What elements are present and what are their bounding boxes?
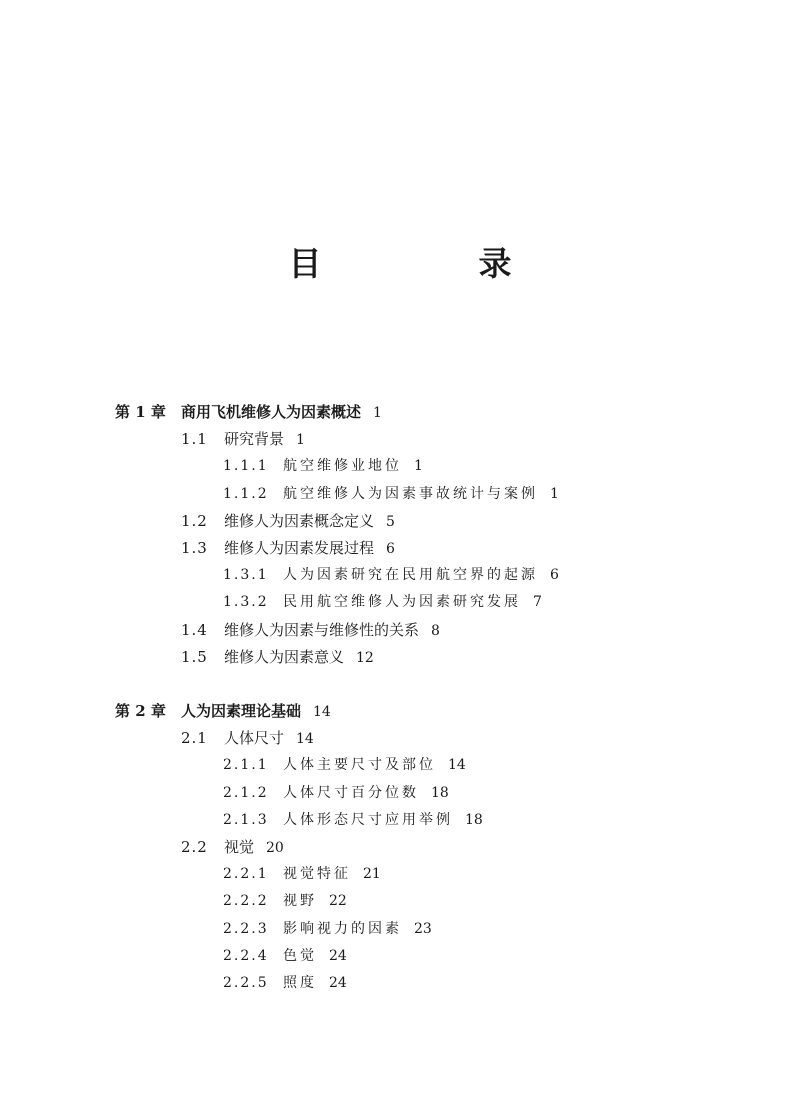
toc-entry-title: 影响视力的因素 <box>283 921 402 937</box>
toc-entry-title: 人为因素研究在民用航空界的起源 <box>283 567 538 583</box>
toc-entry-page: 18 <box>431 785 449 801</box>
toc-entry-number: 第 2 章 <box>115 702 166 720</box>
toc-subsection-entry[interactable] <box>223 781 449 805</box>
toc-entry-page: 18 <box>465 812 483 828</box>
toc-entry-page: 7 <box>533 594 542 610</box>
toc-entry-title: 人体形态尺寸应用举例 <box>283 812 453 828</box>
toc-entry-title: 人体尺寸百分位数 <box>283 785 419 801</box>
toc-entry-title: 视觉 <box>224 838 255 856</box>
toc-entry-page: 24 <box>329 975 347 991</box>
toc-entry-number: 1.3.1 <box>223 567 269 583</box>
toc-entry-title: 航空维修业地位 <box>283 458 402 474</box>
toc-entry-number: 第 1 章 <box>115 403 166 421</box>
toc-entry-page: 12 <box>356 650 374 666</box>
toc-entry-page: 14 <box>448 757 466 773</box>
toc-entry-title: 照度 <box>283 975 317 991</box>
toc-entry-number: 1.3.2 <box>223 594 269 610</box>
toc-entry-number: 2.2.5 <box>223 975 269 991</box>
toc-entry-title: 维修人为因素与维修性的关系 <box>224 621 420 639</box>
toc-entry-page: 22 <box>329 893 347 909</box>
toc-entry-title: 视野 <box>283 893 317 909</box>
toc-subsection-entry[interactable] <box>223 971 347 995</box>
toc-entry-page: 6 <box>550 567 559 583</box>
toc-subsection-entry[interactable] <box>223 889 347 913</box>
toc-entry-number: 2.2.1 <box>223 866 269 882</box>
toc-entry-number: 1.1.1 <box>223 458 269 474</box>
toc-entry-title: 维修人为因素意义 <box>224 648 345 666</box>
toc-entry-page: 1 <box>414 458 423 474</box>
toc-entry-page: 14 <box>296 731 314 747</box>
toc-entry-page: 24 <box>329 948 347 964</box>
toc-entry-page: 5 <box>386 514 395 530</box>
toc-entry-number: 2.2.3 <box>223 921 269 937</box>
toc-entry-number: 1.1.2 <box>223 486 269 502</box>
toc-subsection-entry[interactable] <box>223 808 483 832</box>
toc-entry-number: 2.2 <box>181 838 208 856</box>
toc-entry-number: 2.1.2 <box>223 785 269 801</box>
toc-entry-page: 6 <box>386 541 395 557</box>
toc-entry-title: 维修人为因素发展过程 <box>224 539 375 557</box>
toc-subsection-entry[interactable] <box>223 482 559 506</box>
toc-entry-number: 2.1 <box>181 729 208 747</box>
toc-chapter-entry[interactable] <box>115 699 331 724</box>
toc-entry-number: 2.2.4 <box>223 948 269 964</box>
toc-entry-number: 1.2 <box>181 512 208 530</box>
page-title: 目 录 <box>288 244 574 283</box>
toc-subsection-entry[interactable] <box>223 454 423 478</box>
toc-entry-title: 民用航空维修人为因素研究发展 <box>283 594 521 610</box>
toc-entry-page: 8 <box>431 623 440 639</box>
toc-entry-title: 研究背景 <box>224 430 285 448</box>
toc-entry-number: 2.1.3 <box>223 812 269 828</box>
toc-entry-number: 1.4 <box>181 621 208 639</box>
toc-chapter-entry[interactable] <box>115 400 382 425</box>
toc-entry-page: 23 <box>414 921 432 937</box>
toc-entry-number: 1.5 <box>181 648 208 666</box>
toc-entry-number: 2.1.1 <box>223 757 269 773</box>
toc-entry-page: 1 <box>296 432 305 448</box>
toc-entry-title: 色觉 <box>283 948 317 964</box>
toc-subsection-entry[interactable] <box>223 862 381 886</box>
toc-subsection-entry[interactable] <box>223 917 432 941</box>
toc-entry-number: 2.2.2 <box>223 893 269 909</box>
toc-entry-title: 航空维修人为因素事故统计与案例 <box>283 486 538 502</box>
toc-entry-page: 1 <box>550 486 559 502</box>
toc-subsection-entry[interactable] <box>223 753 466 777</box>
toc-section-entry[interactable] <box>181 536 395 561</box>
toc-entry-title: 维修人为因素概念定义 <box>224 512 375 530</box>
toc-entry-title: 商用飞机维修人为因素概述 <box>181 403 362 421</box>
toc-section-entry[interactable] <box>181 726 314 751</box>
toc-entry-page: 20 <box>266 840 284 856</box>
toc-entry-number: 1.1 <box>181 430 208 448</box>
toc-entry-page: 14 <box>313 704 331 720</box>
toc-section-entry[interactable] <box>181 427 305 452</box>
toc-entry-title: 人为因素理论基础 <box>181 702 302 720</box>
toc-entry-title: 人体尺寸 <box>224 729 285 747</box>
toc-entry-page: 21 <box>363 866 381 882</box>
toc-section-entry[interactable] <box>181 835 284 860</box>
toc-entry-title: 视觉特征 <box>283 866 351 882</box>
toc-entry-number: 1.3 <box>181 539 208 557</box>
toc-subsection-entry[interactable] <box>223 563 559 587</box>
toc-subsection-entry[interactable] <box>223 590 542 614</box>
toc-section-entry[interactable] <box>181 645 374 670</box>
toc-entry-title: 人体主要尺寸及部位 <box>283 757 436 773</box>
toc-subsection-entry[interactable] <box>223 944 347 968</box>
toc-entry-page: 1 <box>373 405 382 421</box>
toc-section-entry[interactable] <box>181 618 440 643</box>
toc-section-entry[interactable] <box>181 509 395 534</box>
